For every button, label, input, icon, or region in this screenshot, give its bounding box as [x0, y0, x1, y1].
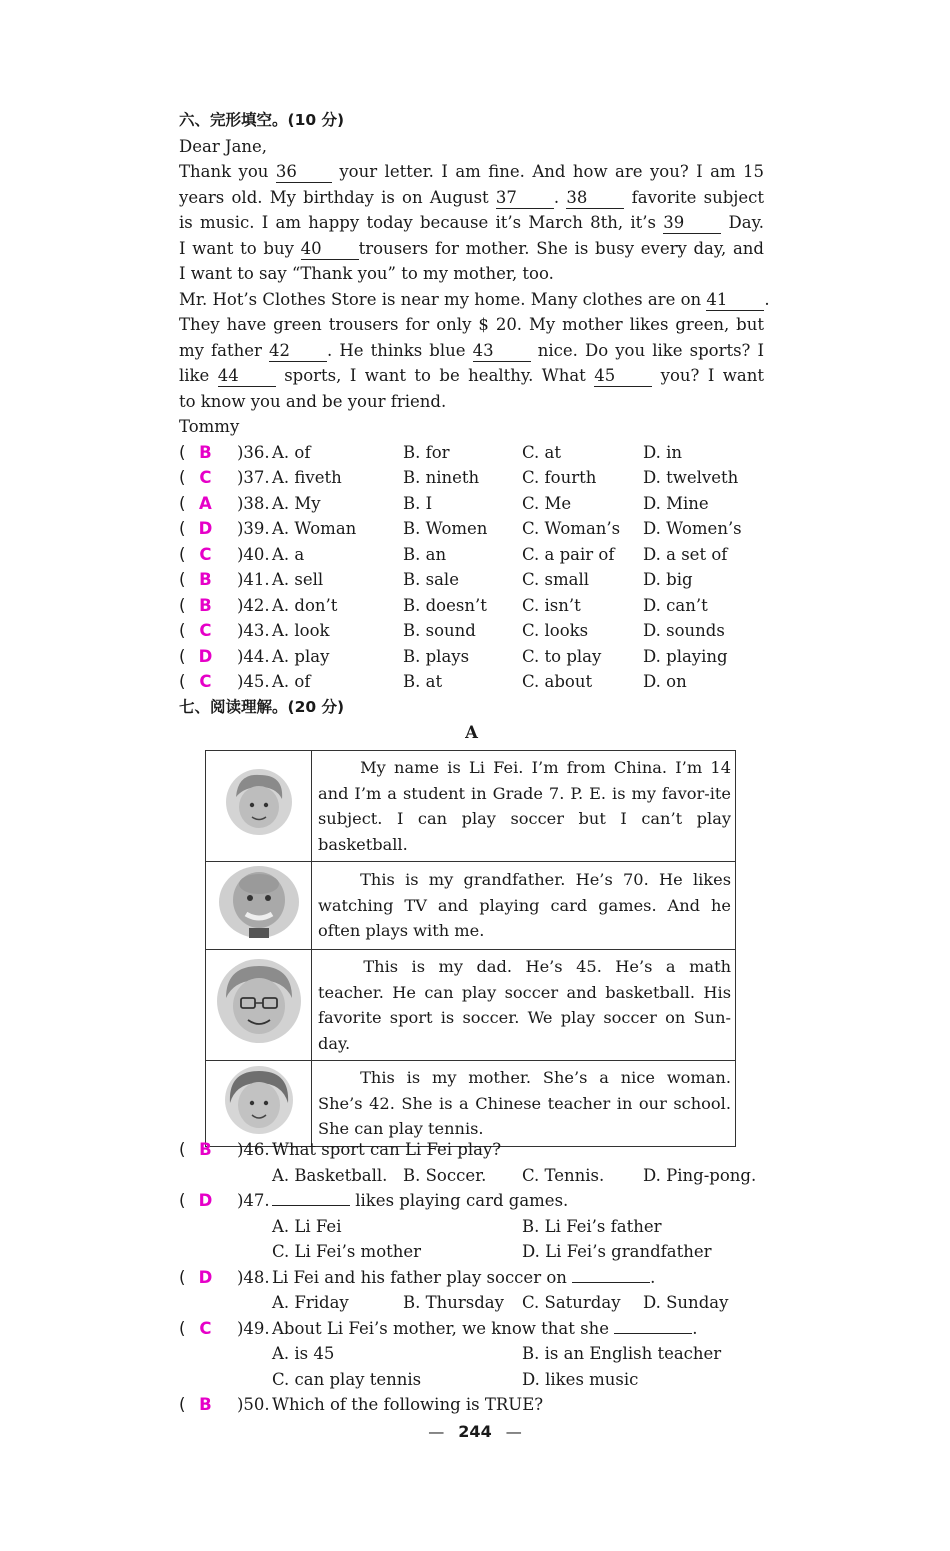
answer-letter: B: [199, 1140, 212, 1159]
answer-letter: D: [198, 1267, 213, 1287]
answer-letter: B: [199, 1395, 212, 1414]
answer-letter: B: [199, 570, 212, 589]
reading-table: [205, 750, 736, 1147]
passage-line-1: Thank you 36 your letter. I am fine. And how are you? I am 15: [179, 162, 764, 181]
question-row: ( A )38. A. My B. I C. Me D. Mine: [179, 491, 764, 517]
question-row: ( D )39. A. Woman B. Women C. Woman’s D. Women’s: [179, 516, 764, 542]
blank-40: 40: [301, 239, 359, 260]
question-row: ( C )37. A. fiveth B. nineth C. fourth D. twelveth: [179, 465, 764, 491]
question-47-options-2: C. Li Fei’s mother D. Li Fei’s grandfather: [272, 1242, 712, 1261]
signature: Tommy: [179, 417, 240, 436]
question-row: ( C )43. A. look B. sound C. looks D. sounds: [179, 618, 764, 644]
answer-letter: C: [199, 672, 212, 691]
salutation: Dear Jane,: [179, 136, 268, 156]
passage-line-6: Mr. Hot’s Clothes Store is near my home. Many clothes are on 41 .: [179, 289, 770, 309]
question-48-options: A. Friday B. Thursday C. Saturday D. Sunday: [272, 1293, 729, 1312]
footer-dash-left: —: [428, 1422, 445, 1441]
passage-line-4: I want to buy 40 trousers for mother. She is busy every day, and: [179, 238, 764, 258]
answer-letter: D: [198, 519, 213, 538]
question-49-options-1: A. is 45 B. is an English teacher: [272, 1344, 722, 1363]
blank-37: 37: [496, 188, 554, 209]
question-47-options-1: A. Li Fei B. Li Fei’s father: [272, 1216, 662, 1236]
page-footer: [0, 1422, 950, 1441]
blank-42: 42: [269, 341, 327, 362]
reading-text-grandfather: This is my grandfather. He’s 70. He likes watching TV and playing card games. And he often plays with me.: [312, 862, 736, 950]
page-number: 244: [458, 1422, 492, 1441]
question-50: ( B )50. Which of the following is TRUE?: [179, 1392, 764, 1418]
question-row: ( C )45. A. of B. at C. about D. on: [179, 669, 764, 695]
answer-letter: C: [199, 1318, 212, 1338]
boy-face-icon: [224, 767, 294, 837]
passage-line-9: like 44 sports, I want to be healthy. What 45 you? I want: [179, 366, 764, 385]
passage-line-10: to know you and be your friend.: [179, 391, 447, 411]
reading-row: [206, 751, 736, 862]
reading-row: [206, 1061, 736, 1147]
grandfather-avatar: [206, 862, 312, 950]
reading-row: [206, 950, 736, 1061]
answer-blank: [272, 1205, 350, 1206]
question-49: ( C )49. About Li Fei’s mother, we know that she .: [179, 1316, 764, 1342]
mother-avatar: [206, 1061, 312, 1147]
reading-text-li-fei: My name is Li Fei. I’m from China. I’m 14 and I’m a student in Grade 7. P. E. is my favor-ite subject. I can play soccer but I can’t play basketball.: [312, 751, 736, 862]
answer-letter: A: [199, 493, 212, 513]
section-six-heading: 六、完形填空。(10 分): [179, 111, 345, 129]
dad-avatar: [206, 950, 312, 1061]
question-row: ( D )44. A. play B. plays C. to play D. playing: [179, 644, 764, 670]
mother-face-icon: [222, 1065, 296, 1135]
reading-questions: [179, 1137, 764, 1418]
question-46: ( B )46. What sport can Li Fei play?: [179, 1137, 764, 1163]
answer-letter: D: [198, 1191, 213, 1210]
section-seven-heading: 七、阅读理解。(20 分): [179, 697, 345, 716]
blank-39: 39: [663, 213, 721, 234]
dad-face-icon: [214, 958, 304, 1044]
question-46-options: A. Basketball. B. Soccer. C. Tennis. D. Ping-pong.: [272, 1165, 757, 1185]
question-48: ( D )48. Li Fei and his father play soccer on .: [179, 1265, 764, 1291]
answer-letter: D: [198, 646, 213, 666]
blank-41: 41: [706, 290, 764, 311]
question-row: ( C )40. A. a B. an C. a pair of D. a set of: [179, 542, 764, 568]
blank-44: 44: [218, 366, 276, 387]
question-49-options-2: C. can play tennis D. likes music: [272, 1369, 639, 1389]
answer-blank: [614, 1333, 692, 1334]
passage-line-3: is music. I am happy today because it’s March 8th, it’s 39 Day.: [179, 213, 764, 232]
answer-blank: [572, 1282, 650, 1283]
passage-line-7: They have green trousers for only $ 20. My mother likes green, but: [179, 315, 764, 334]
reading-text-dad: This is my dad. He’s 45. He’s a math teacher. He can play soccer and basketball. His favorite sport is soccer. We play soccer on Sun-day.: [312, 950, 736, 1061]
answer-letter: B: [199, 442, 212, 462]
part-label: A: [465, 723, 478, 742]
question-47: ( D )47. likes playing card games.: [179, 1188, 764, 1214]
blank-38: 38: [566, 188, 624, 209]
footer-dash-right: —: [505, 1422, 522, 1441]
section-six: [179, 108, 770, 746]
blank-36: 36: [276, 162, 332, 183]
passage-line-2: years old. My birthday is on August 37 . 38 favorite subject: [179, 187, 765, 207]
passage-line-5: I want to say “Thank you” to my mother, too.: [179, 264, 554, 283]
blank-43: 43: [473, 341, 531, 362]
reading-text-mother: This is my mother. She’s a nice woman. She’s 42. She is a Chinese teacher in our school. She can play tennis.: [312, 1061, 736, 1147]
blank-45: 45: [594, 366, 652, 387]
answer-letter: B: [199, 595, 212, 615]
answer-letter: C: [199, 544, 212, 564]
passage-line-8: my father 42 . He thinks blue 43 nice. Do you like sports? I: [179, 340, 765, 360]
cloze-question-list: [179, 440, 764, 695]
answer-letter: C: [199, 621, 212, 640]
reading-row: [206, 862, 736, 950]
grandfather-face-icon: [216, 864, 302, 940]
question-row: ( B )41. A. sell B. sale C. small D. big: [179, 567, 764, 593]
answer-letter: C: [199, 468, 212, 487]
question-row: ( B )42. A. don’t B. doesn’t C. isn’t D. can’t: [179, 593, 764, 619]
li-fei-avatar: [206, 751, 312, 862]
question-row: ( B )36. A. of B. for C. at D. in: [179, 440, 764, 466]
